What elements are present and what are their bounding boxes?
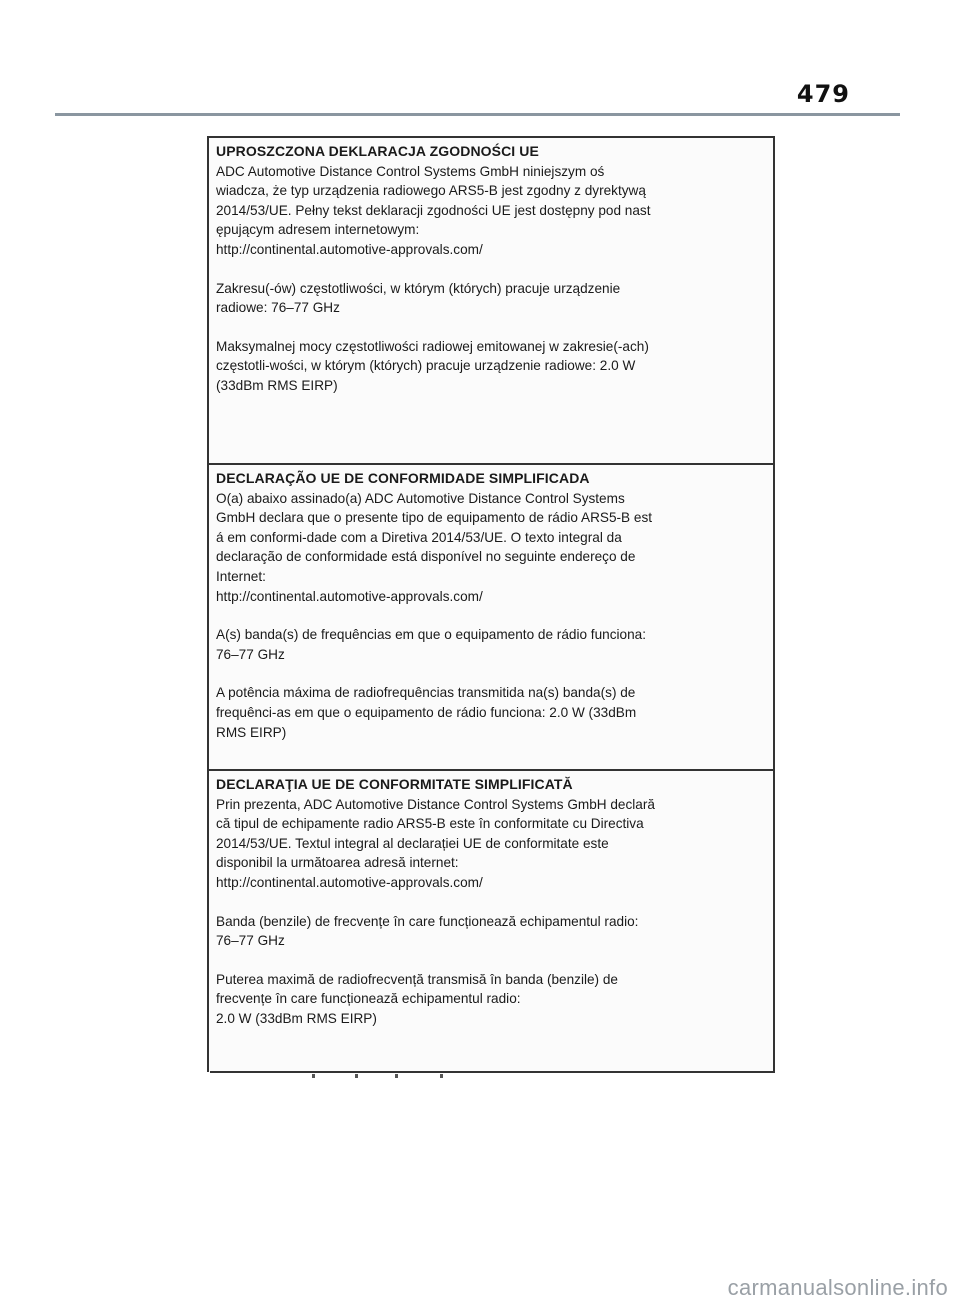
declaration-section-romanian: [209, 769, 773, 1069]
declaration-section-polish: [209, 138, 773, 465]
page-number: 479: [796, 80, 850, 108]
max-power-paragraph: Puterea maximă de radiofrecvență transmisă în banda (benzile) de frecvențe în care funcționează echipamentul radio: 2.0 W (33dBm RMS EIRP): [216, 971, 618, 1026]
scan-artifact-mark: [395, 1074, 398, 1078]
declaration-section-portuguese: [209, 463, 773, 771]
declaration-paragraph: O(a) abaixo assinado(a) ADC Automotive Distance Control Systems GmbH declara que o presente tipo de equipamento de rádio ARS5-B est á em conformi-dade com a Diretiva 2014/53/UE. O texto integral da declaração de conformidade está disponível no seguinte endereço de Internet: http://continental.automotive-approvals.com/: [216, 490, 653, 604]
frequency-band-paragraph: Zakresu(-ów) częstotliwości, w którym (których) pracuje urządzenie radiowe: 76–77 GHz: [216, 280, 621, 316]
declaration-paragraph: Prin prezenta, ADC Automotive Distance Control Systems GmbH declară că tipul de echipamente radio ARS5-B este în conformitate cu Directiva 2014/53/UE. Textul integral al declarației UE de conformitate este disponibil la următoarea adresă internet: http://continental.automotive-approvals.com/: [216, 796, 655, 890]
max-power-paragraph: A potência máxima de radiofrequências transmitida na(s) banda(s) de frequênci-as em que o equipamento de rádio funciona: 2.0 W (33dBm RMS EIRP): [216, 685, 637, 740]
section-title: DECLARAŢIA UE DE CONFORMITATE SIMPLIFICATĂ: [216, 776, 573, 792]
section-title: DECLARAÇÃO UE DE CONFORMIDADE SIMPLIFICADA: [216, 470, 590, 486]
declaration-scan-box: [207, 136, 775, 1072]
declaration-paragraph: ADC Automotive Distance Control Systems GmbH niniejszym oś wiadcza, że typ urządzenia radiowego ARS5-B jest zgodny z dyrektywą 2014/53/UE. Pełny tekst deklaracji zgodności UE jest dostępny pod nast ępującym adresem internetowym: http://continental.automotive-approvals.com/: [216, 163, 651, 257]
scan-box-bottom-border: [210, 1071, 775, 1073]
site-watermark: carmanualsonline.info: [727, 1275, 948, 1300]
max-power-paragraph: Maksymalnej mocy częstotliwości radiowej emitowanej w zakresie(-ach) częstotli-wości, w którym (których) pracuje urządzenie radiowe: 2.0 W (33dBm RMS EIRP): [216, 338, 649, 393]
header-divider: [55, 113, 900, 116]
section-title: UPROSZCZONA DEKLARACJA ZGODNOŚCI UE: [216, 143, 539, 159]
scan-artifact-mark: [440, 1074, 443, 1078]
scan-artifact-mark: [355, 1074, 358, 1078]
scan-artifact-mark: [312, 1074, 315, 1078]
frequency-band-paragraph: A(s) banda(s) de frequências em que o equipamento de rádio funciona: 76–77 GHz: [216, 627, 646, 662]
frequency-band-paragraph: Banda (benzile) de frecvențe în care funcționează echipamentul radio: 76–77 GHz: [216, 913, 639, 949]
